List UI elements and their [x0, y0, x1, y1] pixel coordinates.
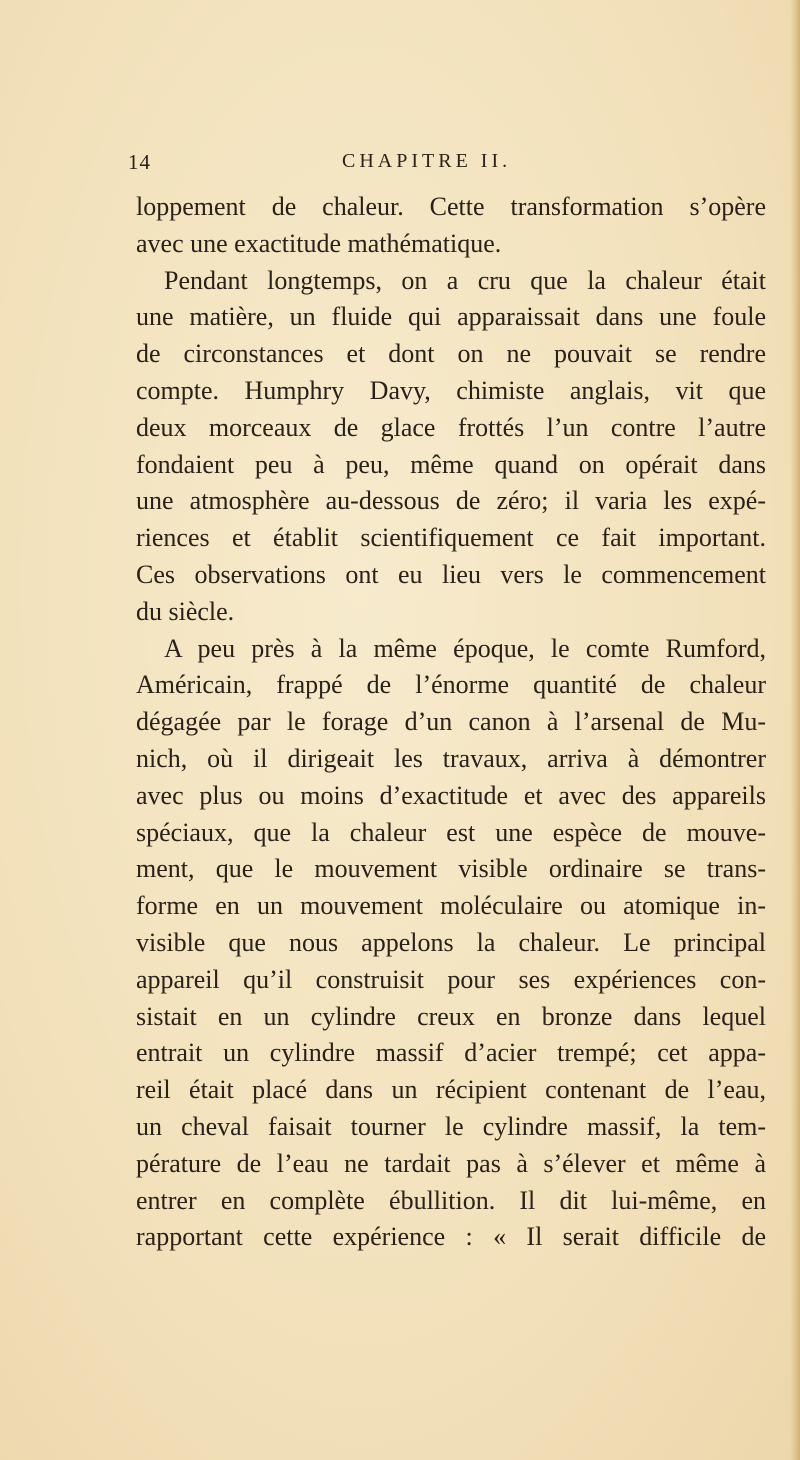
text-line: avec plus ou moins d’exactitude et avec des appareils [136, 780, 766, 810]
text-line: un cheval faisait tourner le cylindre massif, la tem- [136, 1111, 766, 1141]
text-line: pérature de l’eau ne tardait pas à s’élever et même à [136, 1148, 766, 1178]
text-line: riences et établit scientifiquement ce fait important. [136, 523, 766, 553]
text-line: avec une exactitude mathématique. [136, 228, 502, 258]
text-line: spéciaux, que la chaleur est une espèce de mouve- [136, 817, 766, 847]
text-line: Américain, frappé de l’énorme quantité de chaleur [136, 670, 766, 700]
text-line: deux morceaux de glace frottés l’un contre l’autre [136, 412, 766, 442]
text-line: de circonstances et dont on ne pouvait se rendre [136, 339, 766, 369]
running-head [128, 150, 768, 180]
text-line: une matière, un fluide qui apparaissait dans une foule [136, 302, 766, 332]
text-line: A peu près à la même époque, le comte Rumford, [164, 633, 766, 663]
text-line: visible que nous appelons la chaleur. Le principal [136, 927, 766, 957]
text-line: dégagée par le forage d’un canon à l’arsenal de Mu- [136, 707, 766, 737]
body-text [136, 189, 766, 1256]
text-line: ment, que le mouvement visible ordinaire se trans- [136, 854, 766, 884]
text-line: forme en un mouvement moléculaire ou atomique in- [136, 891, 766, 921]
text-line: compte. Humphry Davy, chimiste anglais, vit que [136, 375, 766, 405]
chapter-title: CHAPITRE II. [342, 150, 512, 172]
text-line: une atmosphère au-dessous de zéro; il varia les expé- [136, 486, 766, 516]
text-line: rapportant cette expérience : « Il serait difficile de [136, 1222, 766, 1252]
page-edge-shadow [790, 0, 800, 1460]
text-line: Ces observations ont eu lieu vers le commencement [136, 559, 766, 589]
text-line: du siècle. [136, 596, 235, 626]
text-line: nich, où il dirigeait les travaux, arriva à démontrer [136, 743, 766, 773]
text-line: sistait en un cylindre creux en bronze dans lequel [136, 1001, 766, 1031]
text-line: entrait un cylindre massif d’acier trempé; cet appa- [136, 1038, 766, 1068]
text-line: Pendant longtemps, on a cru que la chaleur était [164, 265, 766, 295]
text-line: appareil qu’il construisit pour ses expériences con- [136, 964, 766, 994]
page-number: 14 [128, 150, 151, 174]
text-line: loppement de chaleur. Cette transformation s’opère [136, 192, 766, 221]
text-line: fondaient peu à peu, même quand on opérait dans [136, 449, 766, 479]
text-line: reil était placé dans un récipient contenant de l’eau, [136, 1075, 766, 1105]
text-line: entrer en complète ébullition. Il dit lui-même, en [136, 1185, 766, 1215]
